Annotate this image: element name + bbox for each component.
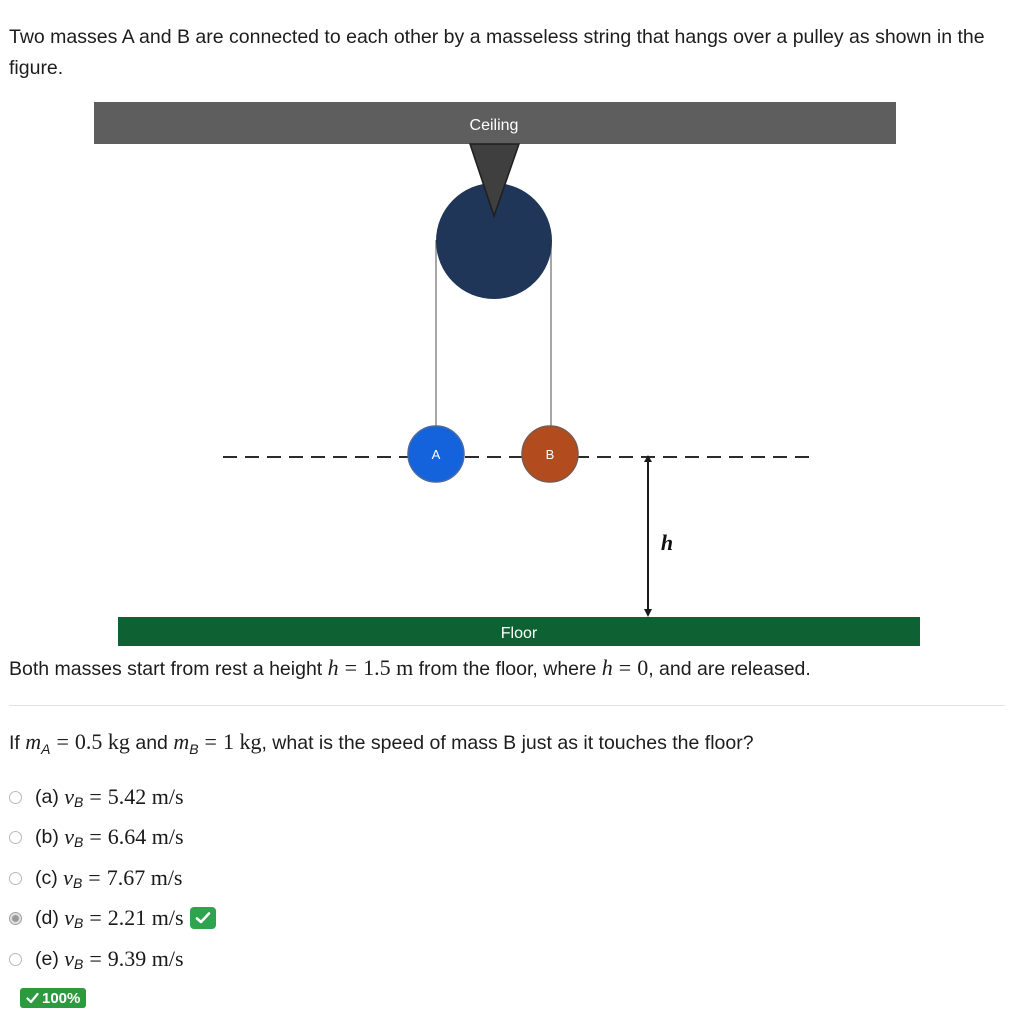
option-var: v [64,824,75,849]
option-equals: = [88,865,101,890]
option-value: 6.64 m/s [107,824,184,849]
option-equals: = [89,824,102,849]
score-badge [20,988,86,1008]
option-value: 7.67 m/s [106,865,183,890]
option-var: v [64,946,75,971]
question-intro: Two masses A and B are connected to each other by a masseless string that hangs over a pulley as shown in the figure. [9,26,985,79]
option-sub: B [72,875,83,891]
option-label: (a) [35,785,59,808]
h-var-2: h [601,655,613,680]
option-label: (e) [35,947,59,970]
option-sub: B [74,794,84,810]
check-icon [26,992,39,1004]
equals-sign: = [344,655,358,680]
height-arrow-bottom-head [644,609,652,617]
radio-button-selected[interactable] [9,912,22,925]
option-equals: = [89,905,102,930]
ma-sub: A [41,741,51,757]
option-sub: B [74,834,84,850]
mb-sub: B [189,741,199,757]
option-label: (c) [35,866,58,889]
setup-prefix: Both masses start from rest a height [9,658,323,680]
radio-button[interactable] [9,872,22,885]
option-value: 9.39 m/s [107,946,184,971]
setup-text [9,655,811,681]
option-e[interactable] [9,942,184,976]
option-var: v [64,905,75,930]
option-sub: B [74,956,84,972]
h-value: 1.5 m [363,655,414,680]
mass-b-label: B [545,447,555,462]
equals-sign-2: = [618,655,632,680]
mb-var: m [173,729,190,754]
option-d[interactable] [9,901,216,935]
mb-equals: = [204,729,217,754]
option-b[interactable] [9,820,184,854]
radio-button[interactable] [9,831,22,844]
score-label: 100% [42,989,81,1007]
prompt-if: If [9,732,20,754]
height-label: h [660,530,674,555]
option-equals: = [89,784,102,809]
ma-var: m [25,729,42,754]
option-c[interactable] [9,861,183,895]
ma-equals: = [56,729,69,754]
h-zero: 0 [637,655,649,680]
correct-check-icon [190,907,216,929]
ma-value: 0.5 kg [74,729,130,754]
question-prompt [9,729,754,755]
option-value: 2.21 m/s [107,905,184,930]
setup-suffix: , and are released. [648,658,811,680]
mass-a-label: A [431,447,441,462]
mb-value: 1 kg [222,729,262,754]
h-var: h [327,655,339,680]
option-equals: = [89,946,102,971]
radio-button[interactable] [9,953,22,966]
ceiling-label: Ceiling [469,117,519,134]
prompt-suffix: , what is the speed of mass B just as it touches the floor? [261,732,754,754]
option-a[interactable] [9,780,184,814]
divider [9,705,1005,706]
option-sub: B [74,915,84,931]
option-label: (b) [35,825,59,848]
prompt-and: and [135,732,168,754]
option-var: v [63,865,73,890]
radio-button[interactable] [9,791,22,804]
setup-middle: from the floor, where [418,658,597,680]
option-var: v [64,784,75,809]
floor-label: Floor [500,625,538,642]
option-label: (d) [35,906,59,929]
option-value: 5.42 m/s [107,784,184,809]
